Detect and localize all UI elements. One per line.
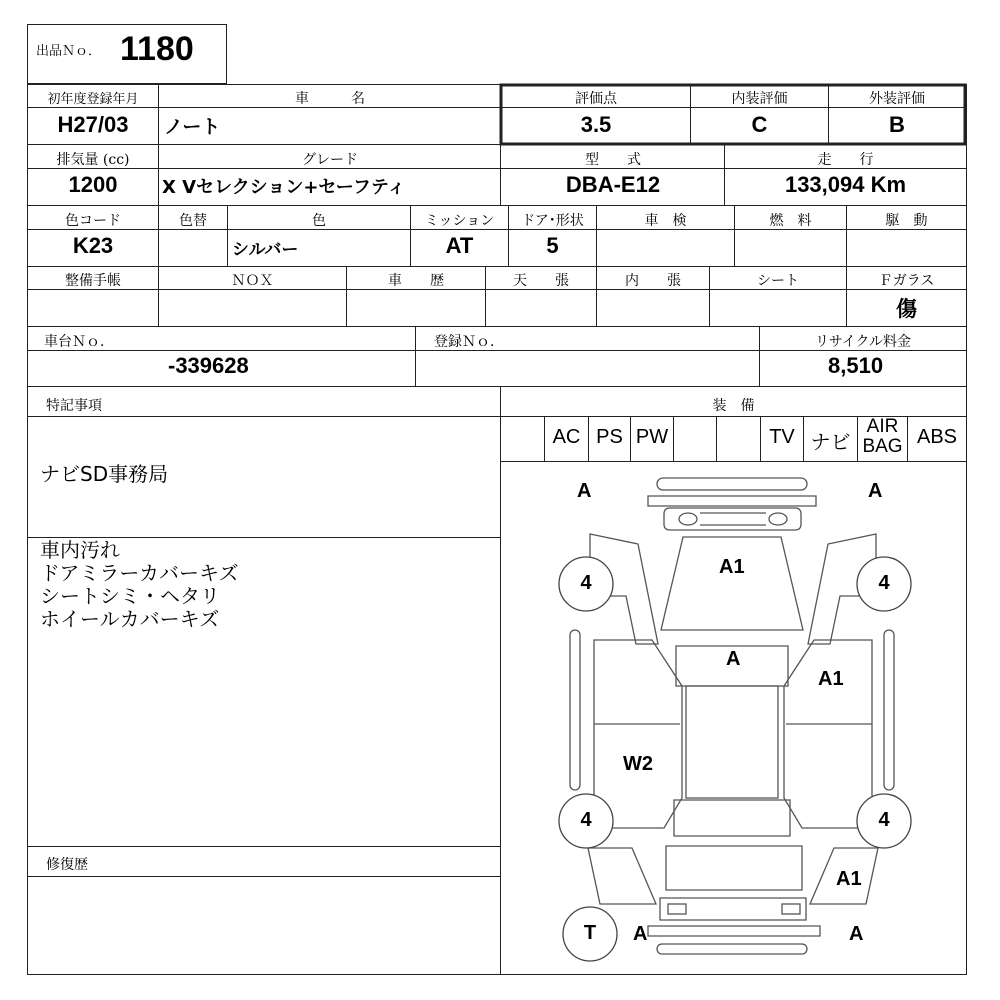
recycle-fee-value: 8,510 (828, 353, 884, 378)
equipment-label: 装 備 (712, 398, 755, 414)
vehicle-history-label: 車 歴 (388, 273, 444, 289)
damage-mark-rear-right-corner: A (849, 923, 864, 945)
registration-number-label: 登録Ｎｏ． (434, 334, 504, 350)
remarks-line: ホイールカバーキズ (40, 607, 220, 631)
spare-tire: T (583, 922, 597, 944)
damage-mark-right-front-door: A1 (818, 668, 844, 690)
door-shape-label: ドア･形状 (521, 213, 584, 229)
maintenance-book-label: 整備手帳 (65, 273, 121, 289)
displacement-label: 排気量 (cc) (56, 152, 130, 168)
drive-label: 駆 動 (885, 213, 928, 229)
tire-front-left: 4 (580, 572, 592, 594)
remarks-line: 車内汚れ (40, 538, 120, 562)
equipment-item-navi: ナビ (810, 432, 851, 454)
chassis-number-label: 車台Ｎｏ． (44, 334, 114, 350)
first-registration-label: 初年度登録年月 (47, 92, 139, 107)
tire-rear-left: 4 (580, 809, 592, 831)
inspection-label: 車 検 (644, 213, 687, 229)
remarks-line: ナビSD事務局 (40, 462, 169, 486)
color-code-label: 色コード (65, 213, 121, 229)
car-name-label: 車 名 (295, 91, 365, 107)
mission-label: ミッション (424, 213, 495, 229)
exterior-grade-value: B (889, 112, 905, 137)
recycle-fee-label: リサイクル料金 (814, 334, 912, 350)
grade-label: グレード (302, 152, 358, 168)
headliner-label: 天 張 (513, 273, 569, 289)
model-code-label: 型 式 (585, 152, 641, 168)
nox-label: ＮＯＸ (231, 273, 274, 289)
damage-mark-bonnet: A1 (719, 556, 745, 578)
equipment-item-tv: TV (769, 426, 795, 448)
remarks-label: 特記事項 (46, 398, 102, 414)
score-value: 3.5 (580, 112, 612, 137)
equipment-item-airbag: AIR BAG (862, 416, 903, 457)
equipment-item-abs: ABS (916, 426, 958, 448)
remarks-line: ドアミラーカバーキズ (40, 561, 239, 585)
door-shape-value: 5 (546, 233, 559, 258)
lot-number-label: 出品Ｎｏ． (36, 44, 102, 59)
fuel-label: 燃 料 (769, 213, 812, 229)
seat-label: シート (757, 273, 799, 289)
interior-trim-label: 内 張 (625, 273, 681, 289)
front-glass-label: Ｆガラス (878, 273, 935, 289)
repaint-label: 色替 (179, 213, 207, 229)
interior-grade-label: 内装評価 (731, 91, 788, 107)
mission-value: AT (445, 233, 474, 258)
equipment-item-pw: PW (635, 426, 669, 448)
grade-value: X Vセレクション+セーフティ (162, 177, 406, 198)
color-code-value: K23 (72, 233, 114, 258)
car-name-value: ノート (164, 116, 221, 138)
tire-front-right: 4 (878, 572, 890, 594)
damage-mark-windshield: A (726, 648, 741, 670)
displacement-value: 1200 (68, 172, 118, 197)
equipment-item-ps: PS (596, 426, 623, 448)
chassis-number-value: -339628 (168, 353, 249, 378)
score-label: 評価点 (575, 91, 617, 107)
damage-mark-rear-left: A (633, 923, 648, 945)
mileage-label: 走 行 (817, 152, 874, 168)
lot-number-value: 1180 (120, 30, 194, 68)
model-code-value: DBA-E12 (565, 172, 661, 197)
remarks-line: シートシミ・ヘタリ (40, 584, 220, 608)
tire-rear-right: 4 (878, 809, 890, 831)
front-glass-value: 傷 (896, 297, 917, 321)
repair-history-label: 修復歴 (46, 857, 88, 873)
damage-mark-front-left: A (577, 480, 592, 502)
mileage-value: 133,094 Km (784, 172, 907, 197)
interior-grade-value: C (751, 112, 768, 137)
equipment-item-ac: AC (552, 426, 581, 448)
color-label: 色 (312, 213, 326, 229)
damage-mark-left-rear-door: W2 (623, 753, 653, 775)
first-registration-value: H27/03 (57, 112, 129, 137)
exterior-grade-label: 外装評価 (869, 91, 925, 107)
damage-mark-front-right: A (868, 480, 883, 502)
color-value: シルバー (232, 240, 299, 260)
damage-mark-rear-right: A1 (836, 868, 862, 890)
